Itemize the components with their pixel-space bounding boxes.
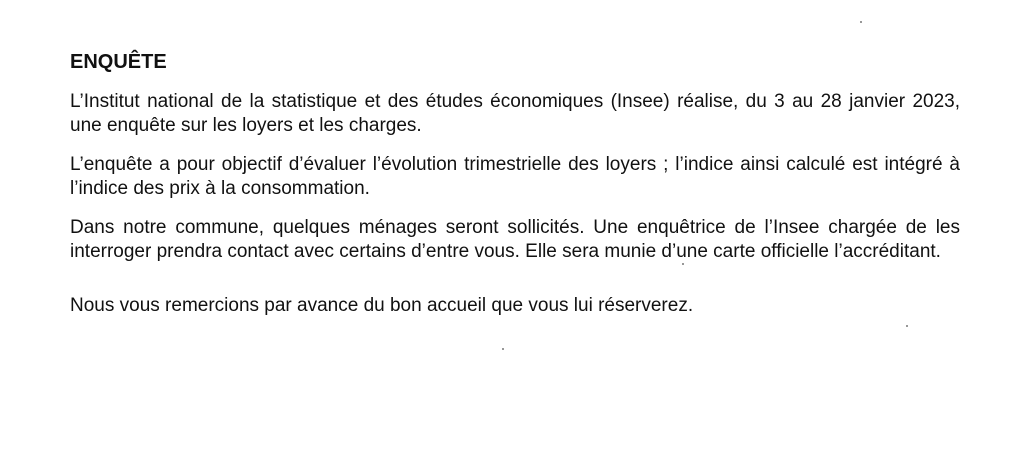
- notice-document: [70, 50, 960, 333]
- paragraph-thanks: Nous vous remercions par avance du bon accueil que vous lui réserverez.: [70, 295, 694, 316]
- scan-speck: [502, 348, 504, 350]
- document-title: ENQUÊTE: [70, 51, 167, 73]
- scan-speck: [860, 21, 862, 23]
- paragraph-intro: L’Institut national de la statistique et des études économiques (Insee) réalise, du 3 au 28 janvier 2023, une enquête sur les loyers et les charges.: [70, 91, 960, 136]
- paragraph-contact: Dans notre commune, quelques ménages seront sollicités. Une enquêtrice de l’Insee chargée de les interroger prendra contact avec certains d’entre vous. Elle sera munie d’une carte officielle l’accréditant.: [70, 217, 960, 262]
- paragraph-objective: L’enquête a pour objectif d’évaluer l’évolution trimestrielle des loyers ; l’indice ainsi calculé est intégré à l’indice des prix à la consommation.: [70, 154, 960, 199]
